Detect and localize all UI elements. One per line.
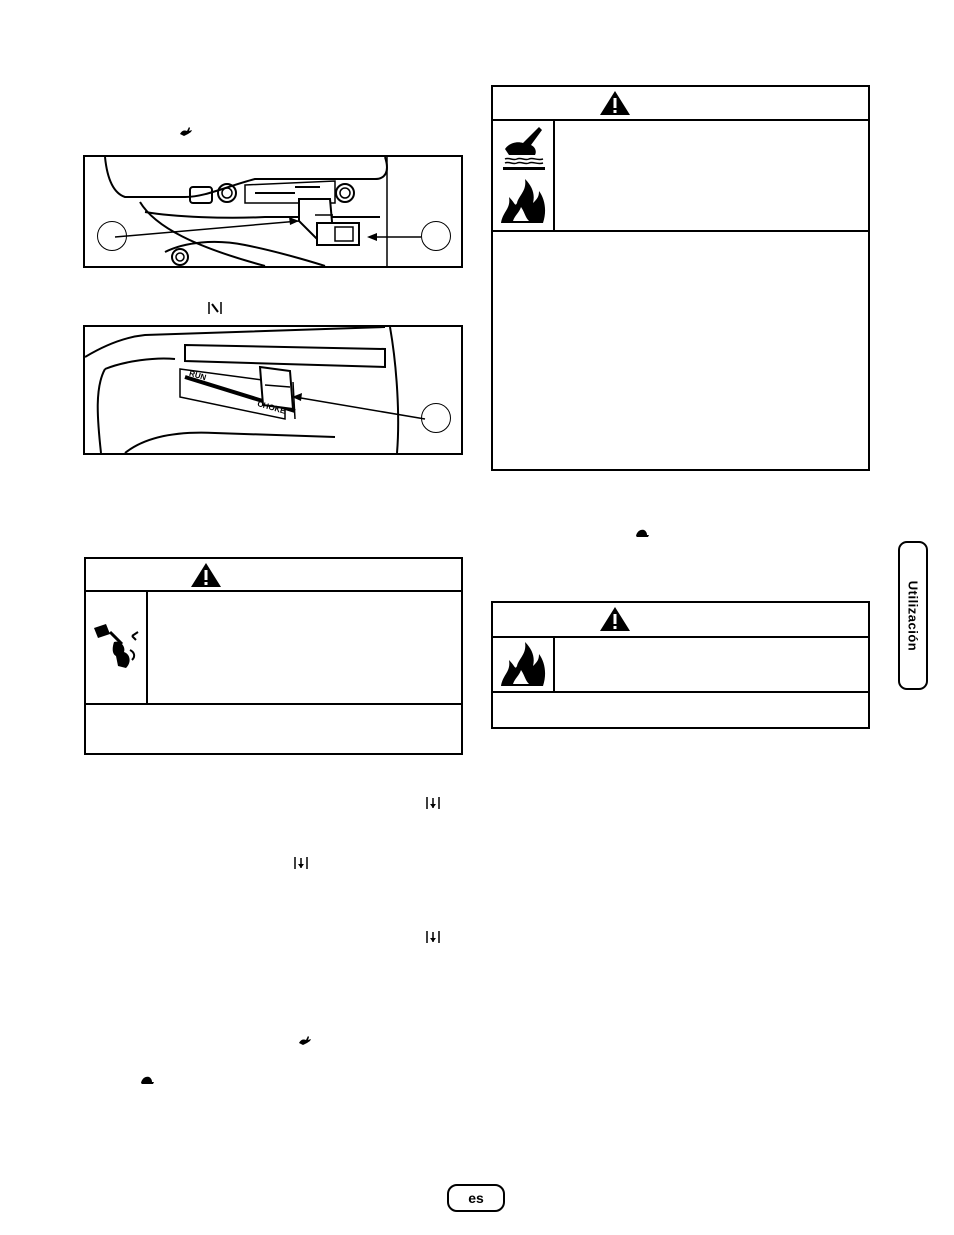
fire-icon <box>499 177 549 230</box>
kickback-icon-cell <box>86 590 148 703</box>
warning-divider <box>493 691 868 693</box>
section-side-tab <box>898 541 928 690</box>
callout-circle-c <box>421 403 451 433</box>
warning-header <box>493 87 868 121</box>
warning-box-hot-surface <box>491 85 870 471</box>
run-symbol-icon <box>293 856 309 870</box>
warning-box-fire <box>491 601 870 729</box>
section-side-tab-label: Utilización <box>905 580 921 651</box>
warning-header <box>86 559 461 592</box>
choke-symbol-icon <box>207 301 223 315</box>
throttle-figure <box>83 155 463 268</box>
pull-cord-kickback-icon <box>92 622 142 675</box>
run-symbol-icon <box>425 796 441 810</box>
choke-figure <box>83 325 463 455</box>
hot-surface-icon <box>499 123 549 176</box>
fire-icon-cell <box>493 636 555 691</box>
warning-triangle-icon <box>599 90 631 121</box>
run-symbol-icon <box>425 930 441 944</box>
turtle-icon <box>634 526 650 538</box>
callout-circle-a <box>97 221 127 251</box>
throttle-illustration <box>85 157 461 266</box>
fire-icon <box>499 640 549 693</box>
warning-triangle-icon <box>599 606 631 637</box>
warning-box-left <box>84 557 463 755</box>
language-badge: es <box>447 1184 505 1212</box>
warning-triangle-icon <box>190 562 222 593</box>
turtle-icon <box>139 1073 155 1085</box>
hazard-icon-cell <box>493 119 555 230</box>
rabbit-icon <box>297 1033 313 1047</box>
choke-run-label: RUN <box>188 368 208 383</box>
warning-divider <box>493 230 868 232</box>
warning-header <box>493 603 868 638</box>
warning-divider <box>86 703 461 705</box>
choke-choke-label: CHOKE <box>256 399 287 416</box>
choke-illustration <box>85 327 461 453</box>
rabbit-icon <box>178 124 194 138</box>
callout-circle-b <box>421 221 451 251</box>
